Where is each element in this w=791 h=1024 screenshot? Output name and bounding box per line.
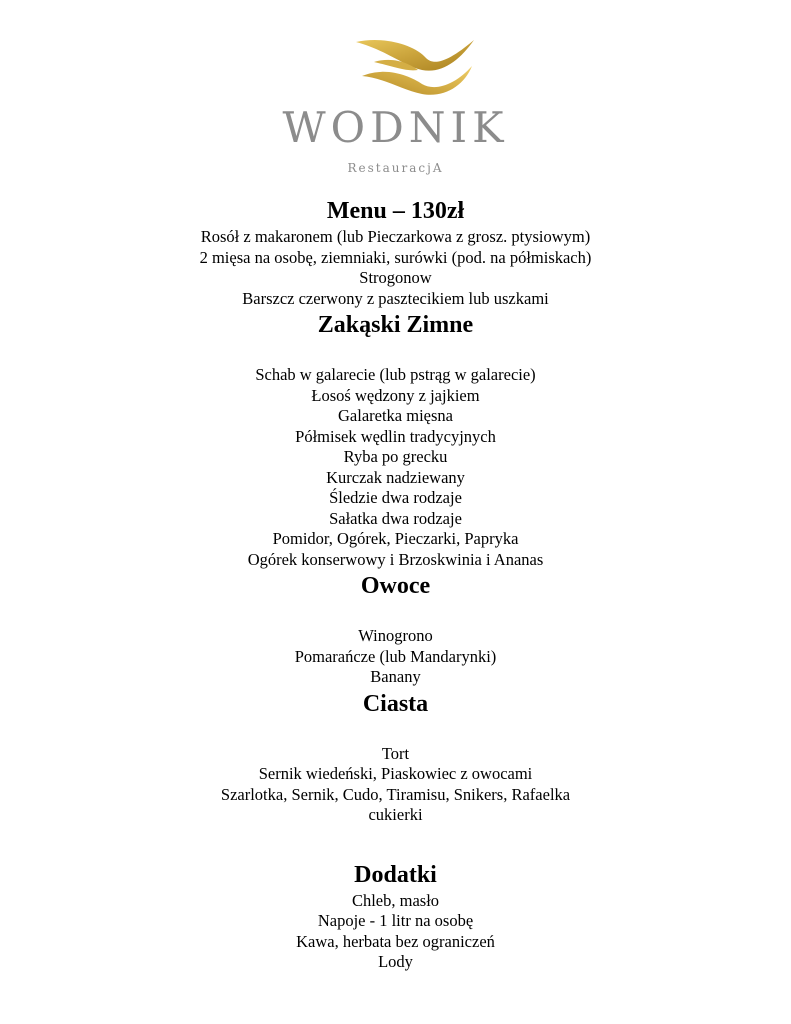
section-ciasta — [0, 688, 791, 826]
section-menu — [0, 195, 791, 309]
section-title-zakaski-zimne: Zakąski Zimne — [317, 312, 474, 338]
menu-item: Ogórek konserwowy i Brzoskwinia i Ananas — [247, 549, 544, 569]
menu-item: Galaretka mięsna — [338, 406, 453, 425]
menu-document — [0, 195, 791, 973]
section-title-ciasta: Ciasta — [362, 690, 429, 717]
section-title-owoce: Owoce — [360, 573, 431, 599]
menu-item: 2 mięsa na osobę, ziemniaki, surówki (pod. na półmiskach) — [199, 247, 592, 267]
wodnik-logo-wave-icon — [352, 36, 476, 98]
section-owoce — [0, 570, 791, 688]
menu-item: Szarlotka, Sernik, Cudo, Tiramisu, Snikers, Rafaelka — [220, 784, 571, 804]
menu-item: Banany — [370, 667, 421, 686]
menu-item: Schab w galarecie (lub pstrąg w galarecie) — [255, 365, 536, 384]
menu-item: Chleb, masło — [351, 890, 440, 910]
menu-item: Pomarańcze (lub Mandarynki) — [294, 646, 497, 666]
brand-name: WODNIK — [282, 103, 509, 152]
menu-item: Ryba po grecku — [343, 447, 448, 466]
section-dodatki — [0, 859, 791, 973]
menu-item: Rosół z makaronem (lub Pieczarkowa z grosz. ptysiowym) — [200, 227, 591, 246]
menu-item: cukierki — [368, 805, 423, 824]
menu-item: Półmisek wędlin tradycyjnych — [295, 426, 496, 446]
section-title-menu: Menu – 130zł — [326, 198, 465, 224]
brand-subtitle: RestauracjA — [347, 161, 444, 175]
menu-item: Barszcz czerwony z pasztecikiem lub uszkami — [242, 288, 549, 308]
menu-item: Pomidor, Ogórek, Pieczarki, Papryka — [272, 529, 519, 548]
menu-item: Winogrono — [358, 626, 433, 645]
menu-item: Kurczak nadziewany — [326, 467, 465, 487]
menu-item: Sernik wiedeński, Piaskowiec z owocami — [258, 764, 533, 783]
menu-item: Śledzie dwa rodzaje — [329, 488, 462, 507]
menu-item: Łosoś wędzony z jajkiem — [311, 385, 480, 405]
menu-item: Napoje - 1 litr na osobę — [317, 911, 474, 930]
menu-item: Kawa, herbata bez ograniczeń — [296, 931, 495, 951]
menu-item: Strogonow — [359, 268, 432, 287]
menu-item: Sałatka dwa rodzaje — [329, 508, 462, 528]
menu-item: Lody — [378, 952, 413, 971]
menu-item: Tort — [381, 743, 410, 763]
section-zakaski-zimne — [0, 309, 791, 570]
section-title-dodatki: Dodatki — [354, 861, 437, 888]
